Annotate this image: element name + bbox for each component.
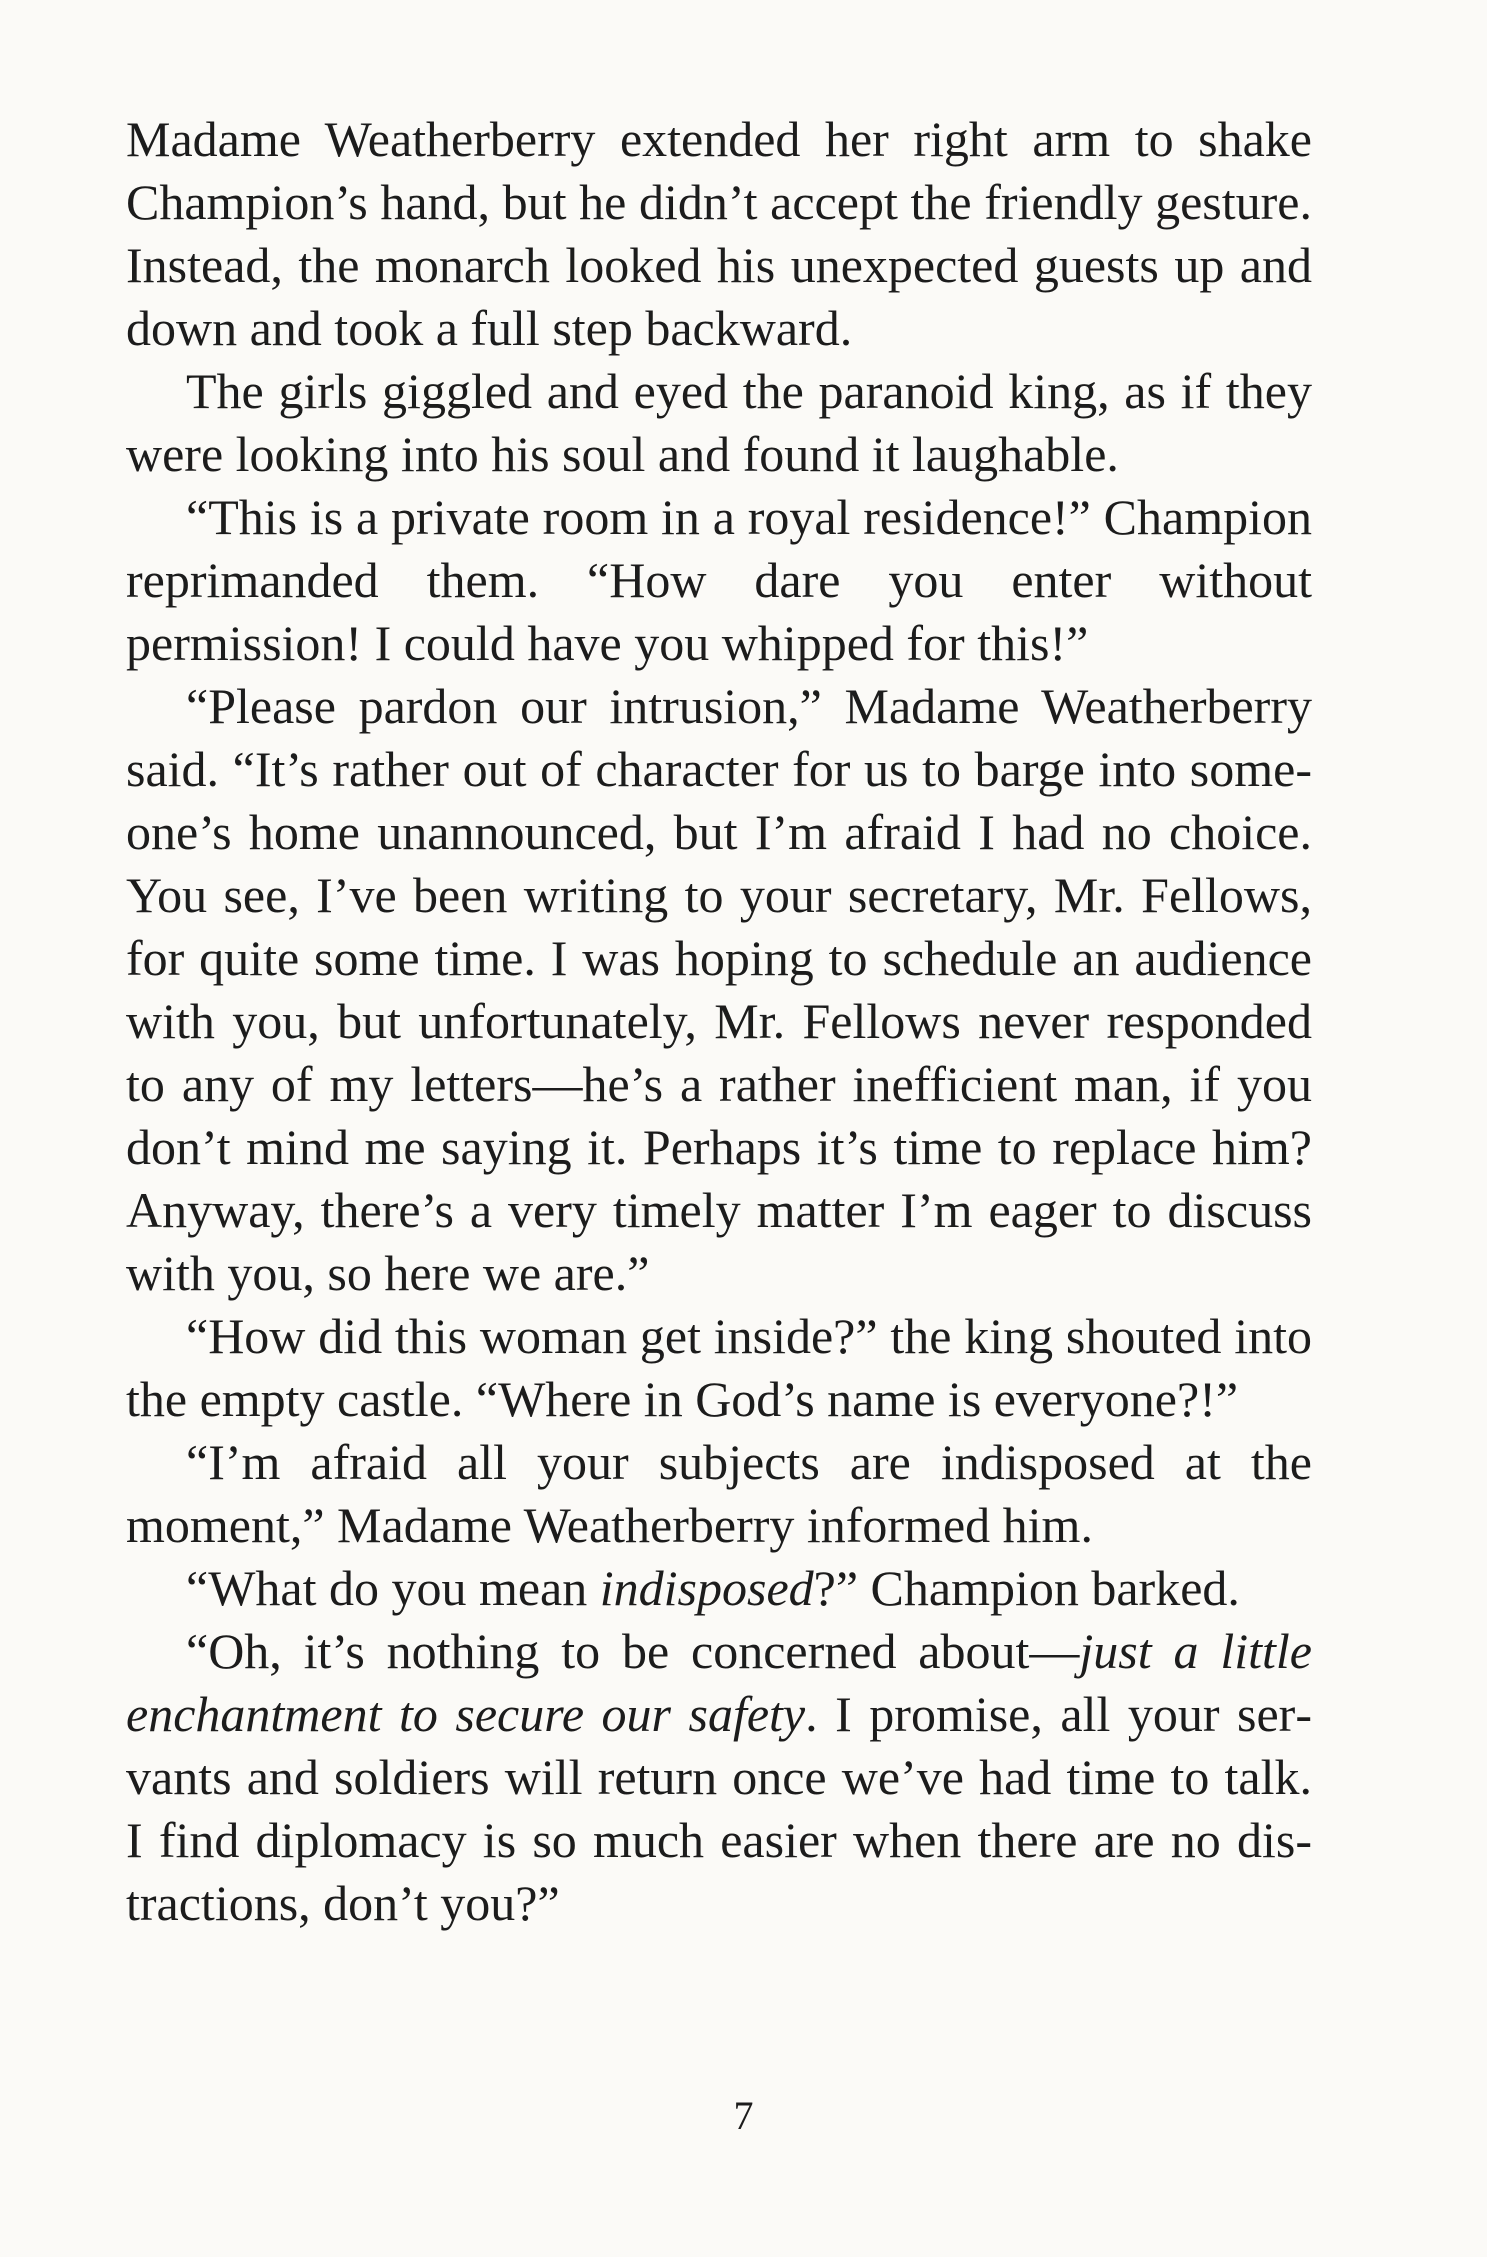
paragraph: [126, 1620, 1312, 1935]
text-run: “Please pardon our intrusion,” Madame Weatherberry said. “It’s rather out of character for us to barge into someone’s home unannounced, but I’m afraid I had no choice. You see, I’ve been writing to your secretary, Mr. Fellows, for quite some time. I was hoping to schedule an audience with you, but unfortunately, Mr. Fellows never responded to any of my letters—he’s a rather inefficient man, if you don’t mind me saying it. Perhaps it’s time to replace him? Anyway, there’s a very timely matter I’m eager to discuss with you, so here we are.”: [126, 678, 1312, 1301]
paragraph: [126, 1557, 1312, 1620]
text-run: Madame Weatherberry extended her right arm to shake Champion’s hand, but he didn’t accept the friendly gesture. Instead, the monarch looked his unexpected guests up and down and took a full step backward.: [126, 111, 1312, 356]
italic-text-run: indisposed: [599, 1560, 814, 1616]
paragraph: [126, 1431, 1312, 1557]
text-run: “This is a private room in a royal residence!” Champion reprimanded them. “How dare you enter without permission! I could have you whipped for this!”: [126, 489, 1312, 671]
text-run: The girls giggled and eyed the paranoid king, as if they were looking into his soul and found it laughable.: [126, 363, 1312, 482]
text-run: ?” Champion barked.: [813, 1560, 1240, 1616]
paragraph: [126, 486, 1312, 675]
italic-text-run: just a little enchantment to secure our safety: [126, 1623, 1312, 1742]
text-run: “I’m afraid all your subjects are indisposed at the moment,” Madame Weatherberry informed him.: [126, 1434, 1312, 1553]
paragraph: [126, 1305, 1312, 1431]
text-run: “How did this woman get inside?” the king shouted into the empty castle. “Where in God’s name is everyone?!”: [126, 1308, 1312, 1427]
page-number: 7: [733, 2093, 754, 2138]
text-run: . I promise, all your servants and soldiers will return once we’ve had time to talk. I find diplomacy is so much easier when there are no distractions, don’t you?”: [126, 1686, 1312, 1931]
paragraph: [126, 360, 1312, 486]
text-run: “Oh, it’s nothing to be concerned about—: [186, 1623, 1080, 1679]
text-run: “What do you mean: [186, 1560, 600, 1616]
body-text: [126, 108, 1312, 1935]
paragraph: [126, 108, 1312, 360]
paragraph: [126, 675, 1312, 1305]
